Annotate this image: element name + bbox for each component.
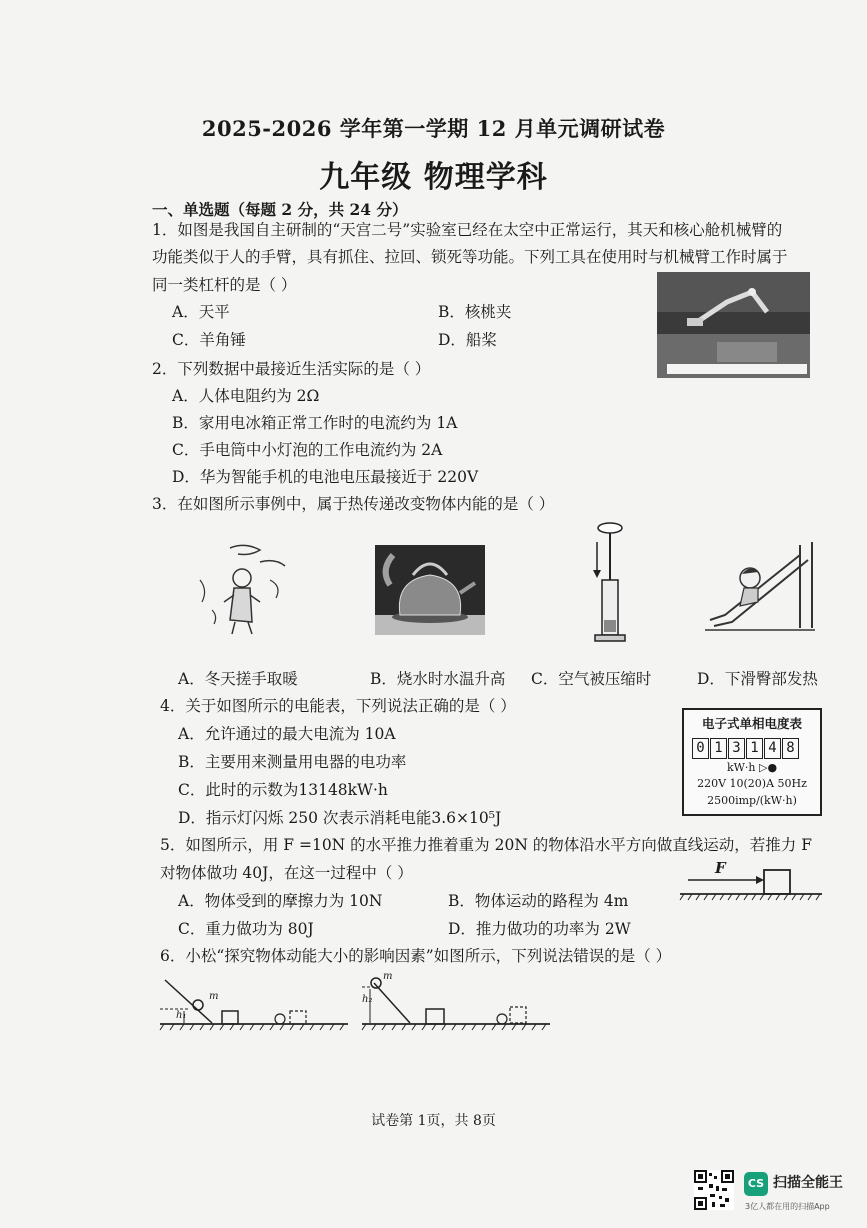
kinetic-energy-diagram-1 bbox=[160, 975, 350, 1035]
exam-subtitle: 九年级 物理学科 bbox=[319, 160, 548, 195]
robotic-arm-photo bbox=[657, 272, 810, 378]
q5-stem-line1: 5．如图所示，用 F =10N 的水平推力推着重为 20N 的物体沿水平方向做直线运动，若推力 F bbox=[160, 836, 812, 854]
q3-option-a: A．冬天搓手取暖 bbox=[178, 670, 298, 688]
q1-stem-line1: 1．如图是我国自主研制的“天宫二号”实验室已经在太空中正常运行，其天和核心舱机械臂的 bbox=[152, 221, 783, 239]
q5-stem-line2: 对物体做功 40J，在这一过程中（ ） bbox=[160, 864, 413, 882]
q2-stem: 2．下列数据中最接近生活实际的是（ ） bbox=[152, 360, 431, 378]
kettle-photo bbox=[375, 545, 485, 635]
q1-option-d: D．船桨 bbox=[438, 331, 497, 349]
q6-label-m1: m bbox=[209, 991, 219, 1002]
meter-digit: 8 bbox=[782, 738, 799, 759]
meter-digit: 1 bbox=[710, 738, 727, 759]
q1-option-b: B．核桃夹 bbox=[438, 303, 512, 321]
meter-title: 电子式单相电度表 bbox=[701, 716, 802, 731]
q4-option-c: C．此时的示数为13148kW·h bbox=[178, 781, 388, 799]
hand-rubbing-illustration bbox=[190, 540, 300, 640]
q2-option-d: D．华为智能手机的电池电压最接近于 220V bbox=[172, 468, 479, 486]
q2-option-c: C．手电筒中小灯泡的工作电流约为 2A bbox=[172, 441, 443, 459]
q2-option-b: B．家用电冰箱正常工作时的电流约为 1A bbox=[172, 414, 458, 432]
electric-meter bbox=[682, 708, 822, 816]
meter-unit: kW·h ▷● bbox=[726, 761, 778, 774]
q4-option-b: B．主要用来测量用电器的电功率 bbox=[178, 753, 407, 771]
meter-digit: 3 bbox=[728, 738, 745, 759]
q1-option-c: C．羊角锤 bbox=[172, 331, 246, 349]
q1-stem-line3: 同一类杠杆的是（ ） bbox=[152, 276, 297, 294]
q4-option-a: A．允许通过的最大电流为 10A bbox=[178, 725, 396, 743]
q3-stem: 3．在如图所示事例中，属于热传递改变物体内能的是（ ） bbox=[152, 495, 555, 513]
q3-option-c: C．空气被压缩时 bbox=[531, 670, 652, 688]
page-footer: 试卷第 1页，共 8页 bbox=[371, 1113, 496, 1129]
scanner-tagline: 3亿人都在用的扫描App bbox=[745, 1202, 830, 1211]
q3-option-b: B．烧水时水温升高 bbox=[370, 670, 506, 688]
meter-digit: 4 bbox=[764, 738, 781, 759]
push-block-diagram bbox=[680, 858, 822, 908]
q6-label-h1: h₁ bbox=[176, 1010, 187, 1021]
q4-option-d: D．指示灯闪烁 250 次表示消耗电能3.6×10⁵J bbox=[178, 809, 502, 827]
q3-option-d: D．下滑臀部发热 bbox=[697, 670, 818, 688]
meter-spec-imp: 2500imp/(kW·h) bbox=[707, 794, 797, 807]
air-compression-apparatus bbox=[585, 520, 635, 645]
meter-digit: 0 bbox=[692, 738, 709, 759]
meter-spec-rating: 220V 10(20)A 50Hz bbox=[697, 777, 807, 790]
force-label: F bbox=[715, 859, 726, 877]
scanner-logo-icon: CS bbox=[744, 1172, 768, 1196]
exam-title: 2025-2026 学年第一学期 12 月单元调研试卷 bbox=[201, 116, 666, 141]
q5-option-c: C．重力做功为 80J bbox=[178, 920, 314, 938]
q1-option-a: A．天平 bbox=[172, 303, 230, 321]
slide-illustration bbox=[700, 540, 820, 635]
meter-digits bbox=[692, 738, 800, 759]
q4-stem: 4．关于如图所示的电能表，下列说法正确的是（ ） bbox=[160, 697, 516, 715]
q5-option-a: A．物体受到的摩擦力为 10N bbox=[178, 892, 383, 910]
q1-stem-line2: 功能类似于人的手臂，具有抓住、拉回、锁死等功能。下列工具在使用时与机械臂工作时属于 bbox=[152, 248, 788, 266]
q5-option-d: D．推力做功的功率为 2W bbox=[448, 920, 631, 938]
q5-option-b: B．物体运动的路程为 4m bbox=[448, 892, 629, 910]
qr-code-icon bbox=[694, 1170, 734, 1210]
meter-digit: 1 bbox=[746, 738, 763, 759]
q6-label-h2: h₂ bbox=[362, 994, 373, 1005]
section-heading: 一、单选题（每题 2 分，共 24 分） bbox=[152, 200, 408, 219]
scanner-app-name: 扫描全能王 bbox=[773, 1175, 843, 1191]
q6-stem: 6．小松“探究物体动能大小的影响因素”如图所示，下列说法错误的是（ ） bbox=[160, 947, 672, 965]
q6-label-m2: m bbox=[383, 971, 393, 982]
kinetic-energy-diagram-2 bbox=[362, 975, 552, 1035]
q2-option-a: A．人体电阻约为 2Ω bbox=[172, 387, 320, 405]
